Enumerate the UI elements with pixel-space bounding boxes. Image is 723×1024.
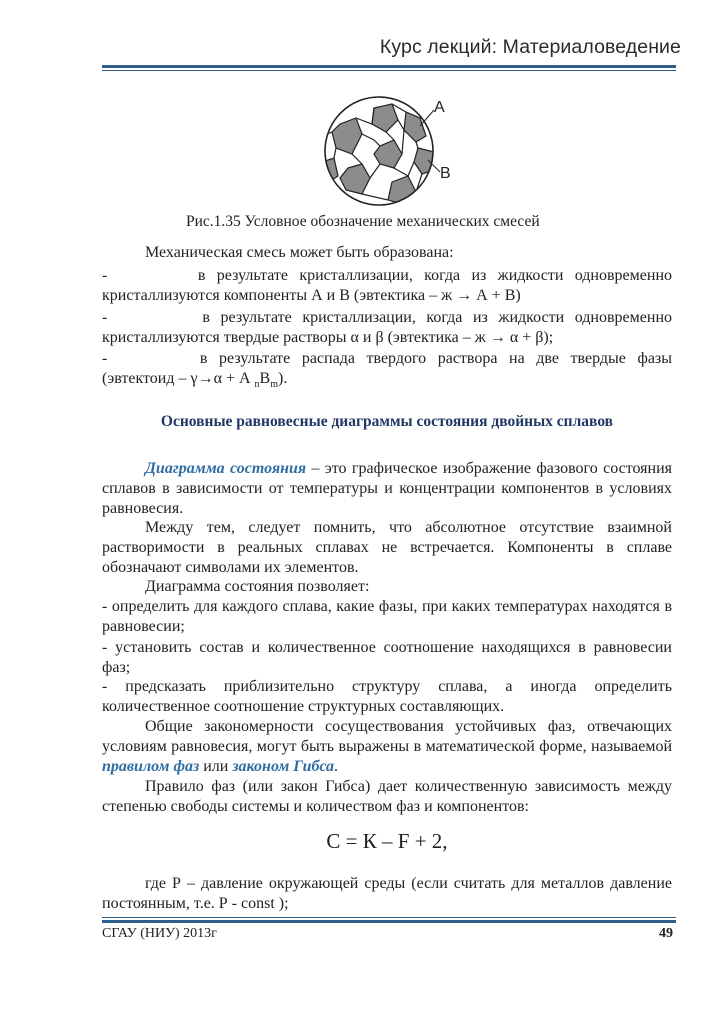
mix-item-3-line-1: - в результате распада твердого раствора на две твердые фазы — [102, 350, 672, 367]
figure-caption: Рис.1.35 Условное обозначение механических смесей — [186, 213, 540, 230]
mix-item-1 — [102, 266, 672, 306]
mix-item-3 — [102, 349, 672, 395]
paragraph-solubility: Между тем, следует помнить, что абсолютное отсутствие взаимной растворимости в реальных сплавах не встречается. Компоненты в сплаве обозначают символами их элементов. — [102, 519, 672, 576]
header-rule-thick — [102, 65, 676, 68]
paragraph-gibbs-text: Общие закономерности сосуществования устойчивых фаз, отвечающих условиям равновесия, могут быть выражены в математической форме, называемой — [102, 718, 672, 755]
section-heading: Основные равновесные диаграммы состояния двойных сплавов — [160, 413, 614, 430]
footer-rule-thin — [102, 917, 676, 918]
mix-item-3-line-2 — [102, 369, 672, 395]
mix-item-2 — [102, 308, 672, 348]
mix-intro: Механическая смесь может быть образована: — [145, 244, 454, 261]
label-b: B — [440, 165, 451, 182]
subscript-m: m — [270, 379, 278, 391]
mix-item-3-text-b: В — [259, 370, 271, 387]
footer-rule-thick — [102, 920, 676, 923]
subscript-n: n — [254, 379, 260, 391]
term-phase-diagram: Диаграмма состояния — [145, 460, 307, 477]
paragraph-gibbs-or: или — [199, 758, 233, 775]
mix-item-1-line-1: - в результате кристаллизации, когда из жидкости одновременно — [102, 267, 672, 284]
mix-item-2-line-2: кристаллизуются твердые растворы α и β (эвтектика – ж → α + β); — [102, 329, 554, 346]
paragraph-phase-rule: Правило фаз (или закон Гибса) дает количественную зависимость между степенью свободы системы и количеством фаз и компонентов: — [102, 778, 672, 815]
mechanical-mixture-figure — [322, 96, 472, 206]
paragraph-gibbs — [102, 717, 672, 777]
paragraph-allows: Диаграмма состояния позволяет: — [145, 578, 370, 595]
page-header-title: Курс лекций: Материаловедение — [379, 36, 681, 58]
paragraph-definition-text: – это графическое изображение фазового состояния сплавов в зависимости от температуры и концентрации компонентов в условиях равновесия. — [102, 460, 673, 517]
label-a: A — [434, 99, 445, 116]
paragraph-pressure: где Р – давление окружающей среды (если считать для металлов давление постоянным, т.е. Р - const ); — [102, 875, 672, 912]
bullet-1: - определить для каждого сплава, какие фазы, при каких температурах находятся в равновесии; — [102, 598, 672, 635]
header-rule-thin — [102, 70, 676, 71]
paragraph-gibbs-end: . — [334, 758, 339, 775]
page-number: 49 — [659, 926, 673, 941]
gibbs-formula: С = К – F + 2, — [326, 829, 448, 853]
mix-item-3-text-end: ). — [277, 370, 288, 387]
term-gibbs-law: законом Гибса — [232, 758, 335, 775]
mix-item-2-line-1: - в результате кристаллизации, когда из жидкости одновременно — [102, 309, 672, 326]
footer-institution: СГАУ (НИУ) 2013г — [102, 926, 217, 941]
bullet-2: - установить состав и количественное соотношение находящихся в равновесии фаз; — [102, 639, 672, 676]
paragraph-definition — [102, 459, 672, 519]
mix-item-3-text: (эвтектоид – γ→α + А — [102, 370, 255, 387]
mix-item-1-line-2: кристаллизуются компоненты А и В (эвтектика – ж → А + В) — [102, 287, 521, 304]
term-phase-rule: правилом фаз — [102, 758, 200, 775]
bullet-3: - предсказать приблизительно структуру сплава, а иногда определить количественное соотношение структурных составляющих. — [102, 678, 672, 715]
